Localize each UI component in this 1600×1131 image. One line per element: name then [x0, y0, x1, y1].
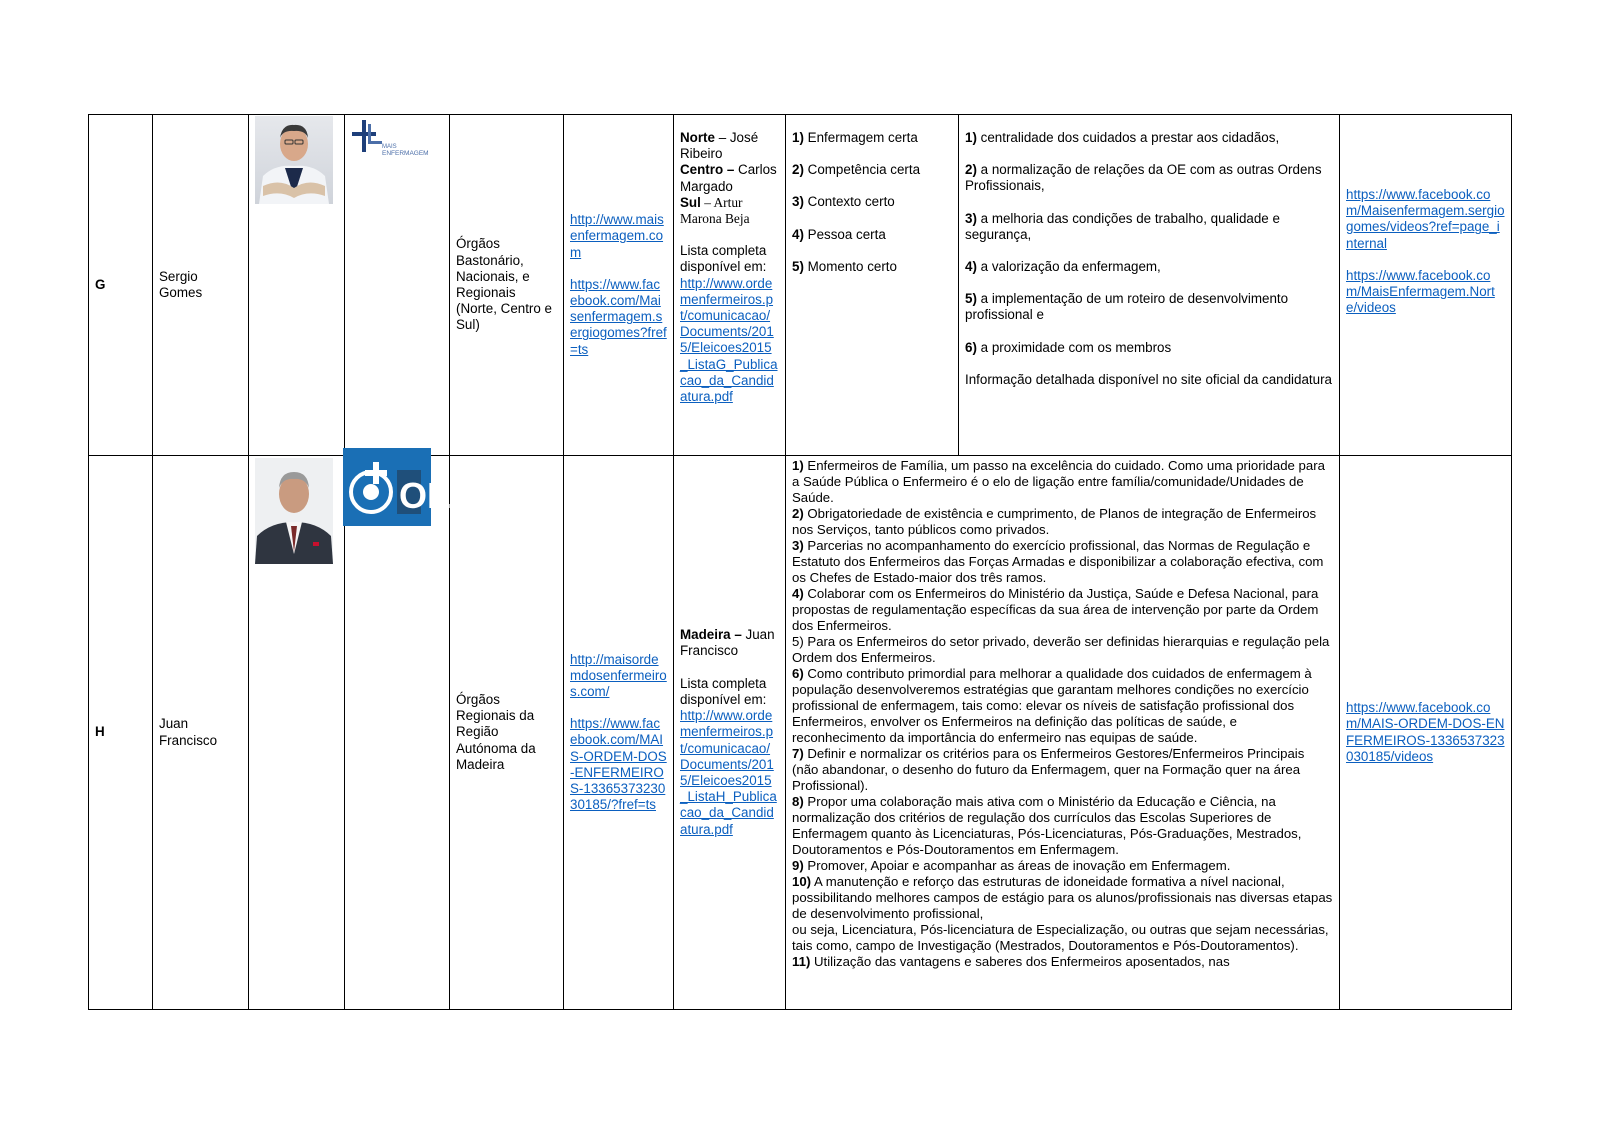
pillar-item: Momento certo	[807, 258, 897, 274]
pillar-item: Pessoa certa	[807, 226, 886, 242]
program-item: Obrigatoriedade de existência e cumprimento, de Planos de integração de Enfermeiros nos Serviços, tanto públicos como privados.	[792, 506, 1317, 537]
list-label: Lista completa disponível em:	[680, 675, 767, 707]
region-label: Madeira	[680, 627, 731, 643]
facebook-videos-link[interactable]: https://www.facebook.com/MAIS-ORDEM-DOS-ENFERMEIROS-1336537323030185/videos	[1346, 700, 1505, 764]
organs-text: Órgãos Bastonário, Nacionais, e Regionais (Norte, Centro e Sul)	[456, 236, 553, 333]
row-h-organs	[450, 456, 563, 1009]
candidates-table	[88, 114, 1512, 1010]
program-item: Como contributo primordial para melhorar a qualidade dos cuidados de enfermagem à população desenvolveremos estratégias que garantam melhores condições no exercício profissional de enfermagem, tais como: elevar os níveis de satisfação profissional dos Enfermeiros, envolver os Enfermeiros na definição das políticas de saúde, e reconhecimento da importância do enfermeiro nas equipas de saúde.	[792, 666, 1312, 745]
goal-item: a proximidade com os membros	[980, 339, 1172, 355]
row-letter: G	[95, 276, 106, 292]
program-item: ou seja, Licenciatura, Pós-licenciatura de Especialização, ou outras que sejam necessárias, tais como, campo de Investigação (Mestrados, Doutoramentos e Pós-Doutoramentos).	[792, 922, 1329, 953]
candidacy-pdf-link[interactable]: http://www.ordemenfermeiros.pt/comunicacao/Documents/2015/Eleicoes2015_ListaH_Publicacao_da_Candidatura.pdf	[680, 708, 777, 837]
region-name: Artur Marona Beja	[680, 194, 750, 227]
row-h-letter	[89, 456, 152, 1009]
row-g-name	[153, 115, 248, 455]
row-g-letter	[89, 115, 152, 455]
facebook-link[interactable]: https://www.facebook.com/Maisenfermagem.sergiogomes?fref=ts	[570, 276, 667, 357]
pillar-item: Enfermagem certa	[807, 130, 918, 145]
row-h-program: 1) Enfermeiros de Família, um passo na excelência do cuidado. Como uma prioridade para a Saúde Pública o Enfermeiro é o elo de ligação entre família/comunidade/Unidades de Saúde. 2) Obrigatoriedade de existência e cumprimento, de Planos de integração de Enfermeiros nos Serviços, tanto públicos como privados. 3) Parcerias no acompanhamento do exercício profissional, das Normas de Regulação e Estatuto dos Enfermeiros das Forças Armadas e disponibilizar a colaboração efectiva, com os Chefes de Estado-maior dos três ramos. 4) Colaborar com os Enfermeiros do Ministério da Justiça, Saúde e Defesa Nacional, para propostas de regulamentação específicas da sua área de intervenção por parte da Ordem dos Enfermeiros. 5) Para os Enfermeiros do setor privado, deverão ser definidas hierarquias e regulação pela Ordem dos Enfermeiros. 6) Como contributo primordial para melhorar a qualidade dos cuidados de enfermagem à população desenvolveremos estratégias que garantam melhores condições no exercício profissional de enfermagem, tais como: elevar os níveis de satisfação profissional dos Enfermeiros, envolver os Enfermeiros na definição das políticas de saúde, e reconhecimento da importância do enfermeiro nas equipas de saúde. 7) Definir e normalizar os critérios para os Enfermeiros Gestores/Enfermeiros Principais (não abandonar, o desenho do futuro da Enfermagem, quer na Formação quer na área Profissional). 8) Propor uma colaboração mais ativa com o Ministério da Educação e Ciência, na normalização dos critérios de regulação dos currículos das Escolas Superiores de Enfermagem quanto às Licenciaturas, Pós-Licenciaturas, Pós-Graduações, Mestrados, Doutoramentos e Pós-Doutoramentos em Enfermagem. 9) Promover, Apoiar e acompanhar as áreas de inovação em Enfermagem. 10) A manutenção e reforço das estruturas de idoneidade formativa a nível nacional, possibilitando melhores campos de estágio para os alunos/profissionais nas diversas etapas de desenvolvimento profissional, ou seja, Licenciatura, Pós-licenciatura de Especialização, ou outras que sejam necessárias, tais como, campo de Investigação (Mestrados, Doutoramentos e Pós-Doutoramentos). 11) Utilização das vantagens e saberes dos Enfermeiros aposentados, nas	[792, 458, 1333, 969]
goal-item: a normalização de relações da OE com as outras Ordens Profissionais,	[965, 162, 1322, 194]
row-g-pillars: 1) Enfermagem certa 2) Competência certa 3) Contexto certo 4) Pessoa certa 5) Momento certo	[792, 130, 921, 274]
program-item: Parcerias no acompanhamento do exercício profissional, das Normas de Regulação e Estatuto dos Enfermeiros das Forças Armadas e disponibilizar a colaboração efectiva, com os Chefes de Estado-maior dos três ramos.	[792, 538, 1324, 585]
region-name: Juan Francisco	[680, 627, 775, 659]
row-g-site-links	[564, 115, 673, 455]
goals-note: Informação detalhada disponível no site oficial da candidatura	[965, 371, 1332, 387]
website-link[interactable]: http://maisordemdosenfermeiros.com/	[570, 651, 667, 699]
row-h-social-links	[1340, 456, 1511, 1009]
program-item: A manutenção e reforço das estruturas de idoneidade formativa a nível nacional, possibilitando melhores campos de estágio para os alunos/profissionais nas diversas etapas de desenvolvimento profissional,	[792, 874, 1333, 921]
row-g-organs	[450, 115, 563, 455]
region-label: Sul	[680, 194, 701, 210]
candidate-photo-juan	[255, 458, 333, 564]
facebook-videos-link[interactable]: https://www.facebook.com/MaisEnfermagem.Norte/videos	[1346, 267, 1495, 316]
region-label: Centro	[680, 162, 724, 178]
facebook-link[interactable]: https://www.facebook.com/MAIS-ORDEM-DOS-ENFERMEIROS-1336537323030185/?fref=ts	[570, 716, 667, 813]
row-g-social-links	[1340, 187, 1511, 455]
mais-enfermagem-logo	[352, 118, 434, 158]
program-item: Enfermeiros de Família, um passo na excelência do cuidado. Como uma prioridade para a Saúde Pública o Enfermeiro é o elo de ligação entre família/comunidade/Unidades de Saúde.	[792, 458, 1325, 505]
program-item: Propor uma colaboração mais ativa com o Ministério da Educação e Ciência, na normalização dos critérios de regulação dos currículos das Escolas Superiores de Enfermagem quanto às Licenciaturas, Pós-Licenciaturas, Pós-Graduações, Mestrados, Doutoramentos e Pós-Doutoramentos em Enfermagem.	[792, 794, 1302, 857]
goal-item: centralidade dos cuidados a prestar aos cidadãos,	[980, 130, 1280, 145]
candidate-name: Sergio Gomes	[159, 268, 203, 300]
svg-text:MAIS: MAIS	[382, 144, 397, 150]
region-name: José Ribeiro	[680, 130, 759, 162]
region-name: Carlos Margado	[680, 162, 777, 194]
row-g-goals: 1) centralidade dos cuidados a prestar aos cidadãos, 2) a normalização de relações da OE com as outras Ordens Profissionais, 3) a melhoria das condições de trabalho, qualidade e segurança, 4) a valorização da enfermagem, 5) a implementação de um roteiro de desenvolvimento profissional e 6) a proximidade com os membros Informação detalhada disponível no site oficial da candidatura	[965, 130, 1332, 387]
program-item: Promover, Apoiar e acompanhar as áreas de inovação em Enfermagem.	[807, 858, 1231, 873]
goal-item: a valorização da enfermagem,	[980, 259, 1161, 275]
program-item: Definir e normalizar os critérios para os Enfermeiros Gestores/Enfermeiros Principais (não abandonar, o desenho do futuro da Enfermagem, quer na Formação quer na área Profissional).	[792, 746, 1305, 793]
program-item: Para os Enfermeiros do setor privado, deverão ser definidas hierarquias e regulação pela Ordem dos Enfermeiros.	[792, 634, 1330, 665]
row-h-regions: Madeira – Juan Francisco Lista completa disponível em: http://www.ordemenfermeiros.pt/comunicacao/Documents/2015/Eleicoes2015_ListaH_Publicacao_da_Candidatura.pdf	[674, 456, 785, 1009]
row-h-site-links	[564, 456, 673, 1009]
oe-logo-text: OE	[399, 475, 452, 516]
facebook-videos-link[interactable]: https://www.facebook.com/Maisenfermagem.sergiogomes/videos?ref=page_internal	[1346, 187, 1505, 251]
pillar-item: Contexto certo	[807, 194, 895, 210]
website-link[interactable]: http://www.maisenfermagem.com	[570, 212, 664, 260]
program-item: Utilização das vantagens e saberes dos Enfermeiros aposentados, nas	[814, 954, 1230, 969]
candidate-name: Juan Francisco	[159, 716, 218, 748]
svg-text:ENFERMAGEM: ENFERMAGEM	[382, 150, 429, 157]
region-label: Norte	[680, 130, 715, 145]
goal-item: a implementação de um roteiro de desenvolvimento profissional e	[965, 291, 1289, 323]
row-letter: H	[95, 724, 105, 740]
goal-item: a melhoria das condições de trabalho, qualidade e segurança,	[965, 210, 1280, 242]
list-label: Lista completa disponível em:	[680, 243, 767, 275]
program-item: Colaborar com os Enfermeiros do Ministério da Justiça, Saúde e Defesa Nacional, para propostas de regulamentação específicas da sua área de intervenção por parte da Ordem dos Enfermeiros.	[792, 586, 1319, 633]
mais-ordem-logo	[343, 448, 452, 526]
pillar-item: Competência certa	[807, 162, 921, 178]
candidate-photo-sergio	[255, 116, 333, 204]
row-g-regions: Norte – José Ribeiro Centro – Carlos Margado Sul – Artur Marona Beja Lista completa disponível em: http://www.ordemenfermeiros.pt/comunicacao/Documents/2015/Eleicoes2015_ListaG_Publicacao_da_Candidatura.pdf	[680, 130, 778, 405]
row-h-name	[153, 456, 248, 1009]
organs-text: Órgãos Regionais da Região Autónoma da Madeira	[456, 691, 536, 772]
candidacy-pdf-link[interactable]: http://www.ordemenfermeiros.pt/comunicacao/Documents/2015/Eleicoes2015_ListaG_Publicacao_da_Candidatura.pdf	[680, 275, 778, 405]
